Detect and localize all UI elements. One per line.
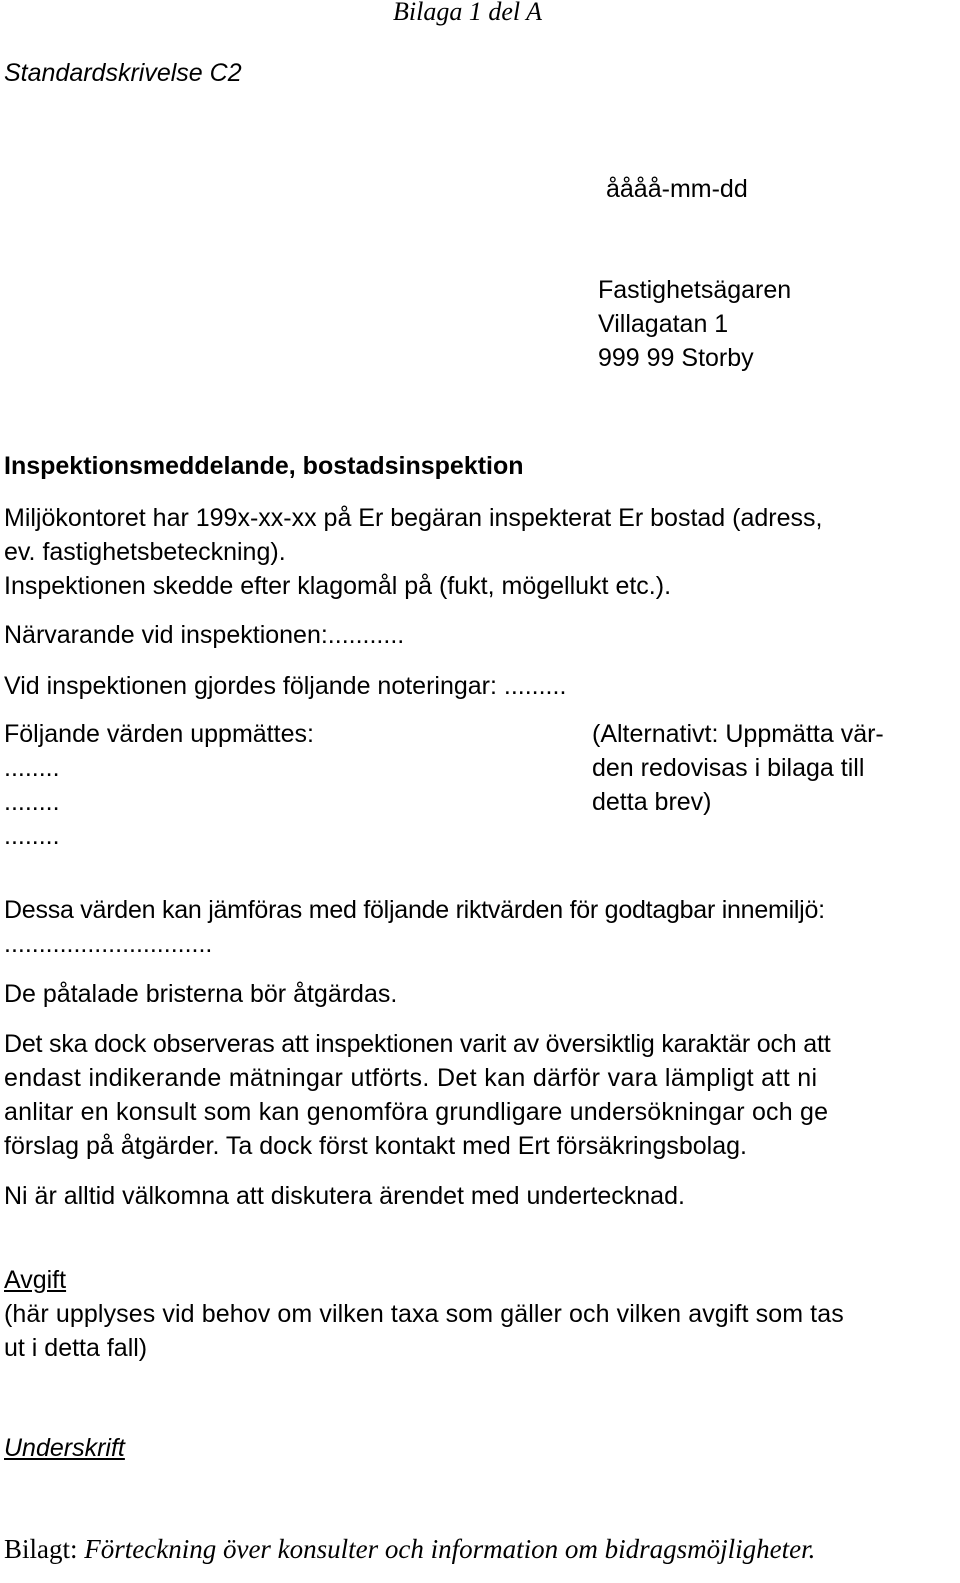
- comparison-line-2: ..............................: [4, 930, 213, 958]
- observation-line-2: endast indikerande mätningar utförts. Det kan därför vara lämpligt att ni: [4, 1064, 818, 1092]
- template-name: Standardskrivelse C2: [4, 59, 242, 87]
- comparison-line-3: De påtalade bristerna bör åtgärdas.: [4, 980, 398, 1008]
- date-placeholder: åååå-mm-dd: [606, 175, 748, 203]
- document-title: Inspektionsmeddelande, bostadsinspektion: [4, 452, 524, 480]
- intro-line-1: Miljökontoret har 199x-xx-xx på Er begäran inspekterat Er bostad (adress,: [4, 504, 823, 532]
- attachments-line: [4, 1532, 815, 1566]
- intro-line-3: Inspektionen skedde efter klagomål på (fukt, mögellukt etc.).: [4, 572, 672, 600]
- fee-heading: Avgift: [4, 1266, 67, 1294]
- intro-line-2: ev. fastighetsbeteckning).: [4, 538, 286, 566]
- present-line: Närvarande vid inspektionen:...........: [4, 621, 405, 649]
- recipient-name: Fastighetsägaren: [598, 276, 792, 304]
- recipient-postal: 999 99 Storby: [598, 344, 754, 372]
- notes-line: Vid inspektionen gjordes följande noteringar: .........: [4, 672, 567, 700]
- attachment-label: Bilaga 1 del A: [393, 0, 543, 26]
- fee-line-1: (här upplyses vid behov om vilken taxa som gäller och vilken avgift som tas: [4, 1300, 844, 1328]
- recipient-street: Villagatan 1: [598, 310, 729, 338]
- observation-line-4: förslag på åtgärder. Ta dock först kontakt med Ert försäkringsbolag.: [4, 1132, 747, 1160]
- alternative-note-line-2: den redovisas i bilaga till: [592, 754, 865, 782]
- measurement-dots-3: ........: [4, 822, 60, 850]
- welcome-line: Ni är alltid välkomna att diskutera ärendet med undertecknad.: [4, 1182, 685, 1210]
- alternative-note-line-3: detta brev): [592, 788, 712, 816]
- measurements-heading: Följande värden uppmättes:: [4, 720, 314, 748]
- measurement-dots-1: ........: [4, 754, 60, 782]
- signature-label: Underskrift: [4, 1434, 125, 1462]
- alternative-note-line-1: (Alternativt: Uppmätta vär-: [592, 720, 884, 748]
- observation-line-3: anlitar en konsult som kan genomföra grundligare undersökningar och ge: [4, 1098, 829, 1126]
- attachments-label: Bilagt:: [4, 1534, 78, 1564]
- observation-line-1: Det ska dock observeras att inspektionen varit av översiktlig karaktär och att: [4, 1030, 831, 1058]
- comparison-line-1: Dessa värden kan jämföras med följande riktvärden för godtagbar innemiljö:: [4, 896, 825, 924]
- attachments-text: Förteckning över konsulter och information om bidragsmöjligheter.: [84, 1534, 816, 1564]
- measurement-dots-2: ........: [4, 788, 60, 816]
- fee-line-2: ut i detta fall): [4, 1334, 148, 1362]
